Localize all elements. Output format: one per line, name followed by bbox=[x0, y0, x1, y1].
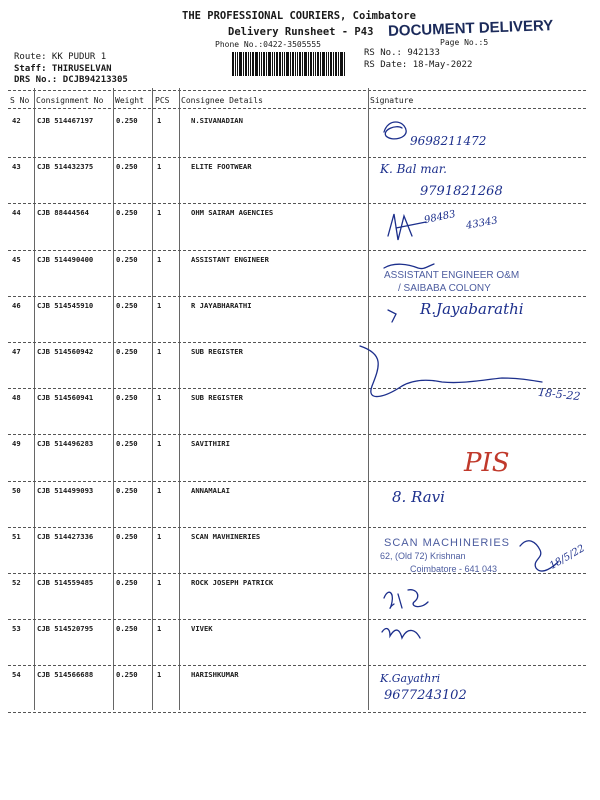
phone-number: Phone No.:0422-3505555 bbox=[215, 40, 321, 49]
row-sno: 54 bbox=[12, 670, 21, 680]
stamp-51-line1: SCAN MACHINERIES bbox=[384, 537, 511, 549]
row-consignee: N.SIVANADIAN bbox=[191, 116, 243, 125]
row-consignment-no: CJB 514520795 bbox=[37, 624, 94, 634]
stamp-51-line3: Coimbatore - 641 043 bbox=[410, 564, 498, 574]
scribble-45 bbox=[384, 264, 434, 269]
row-consignee: OHM SAIRAM AGENCIES bbox=[191, 208, 274, 218]
row-consignee: SCAN MAVHINERIES bbox=[191, 531, 261, 541]
document-delivery-stamp: DOCUMENT DELIVERY bbox=[387, 17, 554, 40]
row-consignee: SAVITHIRI bbox=[191, 439, 230, 449]
row-sno: 42 bbox=[12, 116, 21, 125]
row-consignee: ASSISTANT ENGINEER bbox=[191, 254, 269, 264]
row-sno: 44 bbox=[12, 208, 21, 218]
stamp-45-line1: ASSISTANT ENGINEER O&M bbox=[384, 270, 520, 281]
row-consignment-no: CJB 514432375 bbox=[37, 162, 94, 172]
row-pcs: 1 bbox=[157, 670, 162, 680]
row-consignment-no: CJB 514496283 bbox=[37, 439, 94, 449]
row-consignee: SUB REGISTER bbox=[191, 393, 243, 403]
runsheet-subtitle: Delivery Runsheet - P43 bbox=[228, 26, 374, 38]
row-pcs: 1 bbox=[157, 347, 162, 356]
drs-label: DRS No.: bbox=[14, 75, 58, 85]
row-consignment-no: CJB 514467197 bbox=[37, 116, 94, 125]
signature-51-date: 18/5/22 bbox=[547, 543, 587, 572]
col-sno: S No bbox=[10, 96, 30, 105]
row-consignee: ANNAMALAI bbox=[191, 485, 230, 495]
row-consignee: VIVEK bbox=[191, 624, 213, 634]
page-number: Page No.:5 bbox=[440, 38, 489, 47]
row-pcs: 1 bbox=[157, 254, 162, 264]
row-weight: 0.250 bbox=[116, 439, 138, 449]
row-consignment-no: CJB 514545910 bbox=[37, 300, 94, 310]
signature-43-phone: 9791821268 bbox=[420, 184, 503, 199]
row-consignment-no: CJB 514560941 bbox=[37, 393, 94, 403]
scribble-53 bbox=[382, 629, 420, 638]
signature-44-num1: 98483 bbox=[423, 208, 457, 227]
scribble-52 bbox=[384, 590, 428, 609]
rs-date: RS Date: 18-May-2022 bbox=[364, 60, 473, 70]
row-weight: 0.250 bbox=[116, 531, 138, 541]
row-consignment-no: CJB 514559485 bbox=[37, 578, 94, 587]
staff-label: Staff: THIRUSELVAN bbox=[14, 64, 112, 74]
row-weight: 0.250 bbox=[116, 578, 138, 587]
route-label: Route: KK PUDUR 1 bbox=[14, 52, 107, 62]
signature-54-phone: 9677243102 bbox=[384, 688, 467, 703]
row-consignment-no: CJB 514499093 bbox=[37, 485, 94, 495]
row-consignment-no: CJB 514427336 bbox=[37, 531, 94, 541]
col-consignment: Consignment No bbox=[36, 96, 104, 105]
row-weight: 0.250 bbox=[116, 116, 138, 125]
signature-54-name: K.Gayathri bbox=[380, 672, 441, 685]
col-signature: Signature bbox=[370, 96, 414, 105]
col-pcs: PCS bbox=[155, 96, 170, 105]
row-sno: 43 bbox=[12, 162, 21, 172]
signature-50: 8. Ravi bbox=[392, 488, 445, 506]
row-weight: 0.250 bbox=[116, 393, 138, 403]
rs-number: RS No.: 942133 bbox=[364, 48, 440, 58]
row-consignment-no: CJB 514566688 bbox=[37, 670, 94, 680]
row-consignee: SUB REGISTER bbox=[191, 347, 243, 356]
signature-46: R.Jayabarathi bbox=[420, 300, 524, 318]
row-pcs: 1 bbox=[157, 300, 162, 310]
row-sno: 50 bbox=[12, 485, 21, 495]
row-pcs: 1 bbox=[157, 116, 162, 125]
row-sno: 46 bbox=[12, 300, 21, 310]
row-consignee: ELITE FOOTWEAR bbox=[191, 162, 252, 172]
row-pcs: 1 bbox=[157, 531, 162, 541]
row-sno: 53 bbox=[12, 624, 21, 634]
scribble-42 bbox=[384, 122, 406, 139]
row-consignee: HARISHKUMAR bbox=[191, 670, 239, 680]
row-pcs: 1 bbox=[157, 624, 162, 634]
row-sno: 51 bbox=[12, 531, 21, 541]
signature-44-num2: 43343 bbox=[465, 215, 499, 232]
scribble-47 bbox=[360, 346, 542, 397]
row-pcs: 1 bbox=[157, 485, 162, 495]
row-weight: 0.250 bbox=[116, 485, 138, 495]
col-details: Consignee Details bbox=[181, 96, 263, 105]
row-consignee: ROCK JOSEPH PATRICK bbox=[191, 578, 274, 587]
row-sno: 49 bbox=[12, 439, 21, 449]
row-weight: 0.250 bbox=[116, 254, 138, 264]
scribble-46 bbox=[388, 310, 396, 322]
signature-49: PIS bbox=[464, 448, 510, 478]
row-consignment-no: CJB 514560942 bbox=[37, 347, 94, 356]
row-weight: 0.250 bbox=[116, 624, 138, 634]
row-pcs: 1 bbox=[157, 439, 162, 449]
row-sno: 48 bbox=[12, 393, 21, 403]
row-consignment-no: CJB 88444564 bbox=[37, 208, 89, 218]
row-pcs: 1 bbox=[157, 393, 162, 403]
stamp-45-line2: / SAIBABA COLONY bbox=[398, 283, 491, 294]
col-weight: Weight bbox=[115, 96, 144, 105]
row-weight: 0.250 bbox=[116, 347, 138, 356]
row-pcs: 1 bbox=[157, 208, 162, 218]
row-weight: 0.250 bbox=[116, 300, 138, 310]
row-pcs: 1 bbox=[157, 162, 162, 172]
row-weight: 0.250 bbox=[116, 670, 138, 680]
signature-43-name: K. Bal mar. bbox=[380, 162, 447, 176]
row-sno: 45 bbox=[12, 254, 21, 264]
scribble-44 bbox=[388, 214, 426, 240]
row-sno: 52 bbox=[12, 578, 21, 587]
signature-48-date: 18-5-22 bbox=[537, 385, 582, 404]
row-consignment-no: CJB 514490400 bbox=[37, 254, 94, 264]
row-weight: 0.250 bbox=[116, 162, 138, 172]
row-consignee: R JAYABHARATHI bbox=[191, 300, 252, 310]
row-weight: 0.250 bbox=[116, 208, 138, 218]
stamp-51-line2: 62, (Old 72) Krishnan bbox=[380, 551, 466, 561]
row-sno: 47 bbox=[12, 347, 21, 356]
signature-42-phone: 9698211472 bbox=[410, 134, 487, 148]
row-pcs: 1 bbox=[157, 578, 162, 587]
company-title: THE PROFESSIONAL COURIERS, Coimbatore bbox=[182, 10, 416, 22]
drs-value: DCJB94213305 bbox=[62, 75, 128, 85]
